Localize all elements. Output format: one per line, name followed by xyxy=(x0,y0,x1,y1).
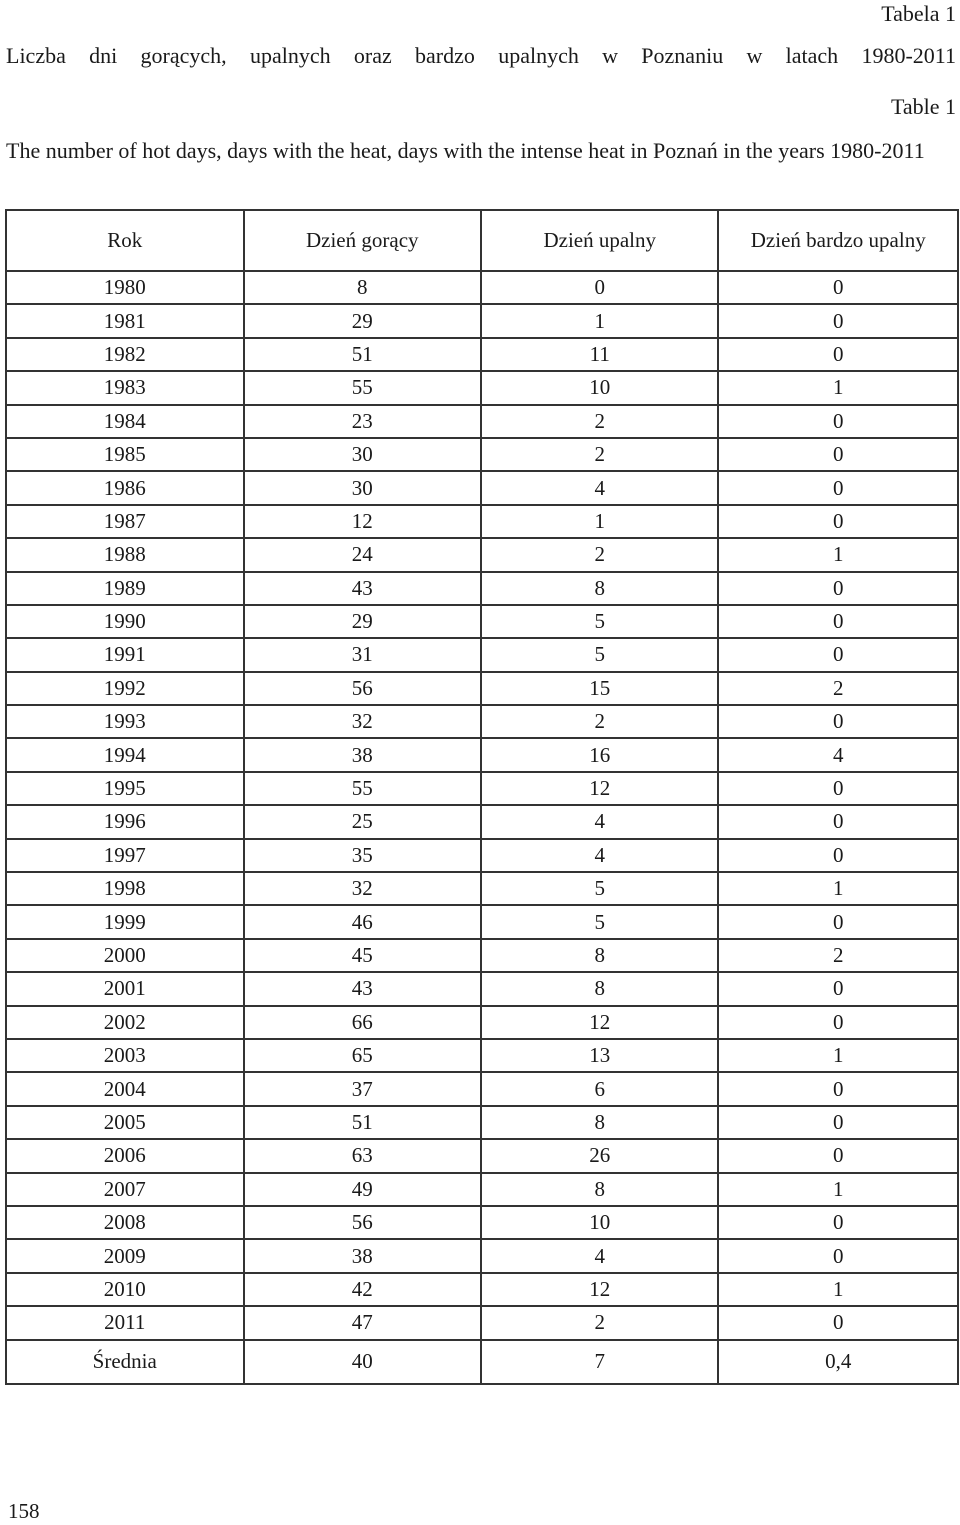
year-cell: 1981 xyxy=(6,304,244,337)
year-cell: 2010 xyxy=(6,1273,244,1306)
hot-days-cell: 55 xyxy=(244,371,481,404)
heat-days-cell: 5 xyxy=(481,872,718,905)
intense-heat-days-cell: 1 xyxy=(718,1273,958,1306)
year-cell: 1980 xyxy=(6,271,244,304)
hot-days-cell: 63 xyxy=(244,1139,481,1172)
intense-heat-days-cell: 0 xyxy=(718,505,958,538)
year-cell: 2001 xyxy=(6,972,244,1005)
intense-heat-days-cell: 0 xyxy=(718,438,958,471)
year-cell: 1983 xyxy=(6,371,244,404)
table-row xyxy=(6,371,958,404)
table-title-polish: Liczba dni gorących, upalnych oraz bardzo upalnych w Poznaniu w latach 1980-2011 xyxy=(6,43,956,68)
table-row xyxy=(6,705,958,738)
intense-heat-days-cell: 0 xyxy=(718,972,958,1005)
average-intense-heat-days: 0,4 xyxy=(718,1340,958,1384)
intense-heat-days-cell: 2 xyxy=(718,672,958,705)
year-cell: 1989 xyxy=(6,572,244,605)
intense-heat-days-cell: 0 xyxy=(718,304,958,337)
column-header-intense-heat-day: Dzień bardzo upalny xyxy=(718,210,958,271)
table-row xyxy=(6,338,958,371)
intense-heat-days-cell: 0 xyxy=(718,271,958,304)
heat-days-cell: 8 xyxy=(481,939,718,972)
year-cell: 1985 xyxy=(6,438,244,471)
heat-days-cell: 8 xyxy=(481,1173,718,1206)
hot-days-cell: 56 xyxy=(244,1206,481,1239)
table-row xyxy=(6,505,958,538)
table-title-english: The number of hot days, days with the heat, days with the intense heat in Poznań in the years 1980-2011 xyxy=(6,138,925,163)
table-row xyxy=(6,1039,958,1072)
intense-heat-days-cell: 0 xyxy=(718,839,958,872)
year-cell: 2002 xyxy=(6,1006,244,1039)
table-row xyxy=(6,1173,958,1206)
year-cell: 1988 xyxy=(6,538,244,571)
table-row xyxy=(6,972,958,1005)
heat-days-cell: 8 xyxy=(481,572,718,605)
hot-days-cell: 51 xyxy=(244,338,481,371)
intense-heat-days-cell: 0 xyxy=(718,1239,958,1272)
heat-days-cell: 6 xyxy=(481,1072,718,1105)
hot-days-cell: 32 xyxy=(244,705,481,738)
heat-days-cell: 16 xyxy=(481,738,718,771)
hot-days-cell: 23 xyxy=(244,405,481,438)
column-header-hot-day: Dzień gorący xyxy=(244,210,481,271)
heat-days-cell: 12 xyxy=(481,1273,718,1306)
table-row xyxy=(6,1306,958,1339)
hot-days-cell: 35 xyxy=(244,839,481,872)
year-cell: 1992 xyxy=(6,672,244,705)
table-row xyxy=(6,638,958,671)
heat-days-cell: 1 xyxy=(481,505,718,538)
table-row xyxy=(6,1206,958,1239)
year-cell: 1987 xyxy=(6,505,244,538)
hot-days-cell: 38 xyxy=(244,1239,481,1272)
table-row xyxy=(6,605,958,638)
heat-days-cell: 10 xyxy=(481,371,718,404)
hot-days-cell: 55 xyxy=(244,772,481,805)
intense-heat-days-cell: 0 xyxy=(718,471,958,504)
intense-heat-days-cell: 0 xyxy=(718,805,958,838)
intense-heat-days-cell: 0 xyxy=(718,605,958,638)
year-cell: 2007 xyxy=(6,1173,244,1206)
intense-heat-days-cell: 0 xyxy=(718,405,958,438)
intense-heat-days-cell: 0 xyxy=(718,1106,958,1139)
heat-days-cell: 12 xyxy=(481,772,718,805)
table-row xyxy=(6,471,958,504)
year-cell: 2005 xyxy=(6,1106,244,1139)
intense-heat-days-cell: 0 xyxy=(718,338,958,371)
year-cell: 1984 xyxy=(6,405,244,438)
average-hot-days: 40 xyxy=(244,1340,481,1384)
year-cell: 2008 xyxy=(6,1206,244,1239)
intense-heat-days-cell: 4 xyxy=(718,738,958,771)
hot-days-cell: 29 xyxy=(244,304,481,337)
heat-days-cell: 11 xyxy=(481,338,718,371)
average-row xyxy=(6,1340,958,1384)
intense-heat-days-cell: 0 xyxy=(718,1072,958,1105)
year-cell: 1991 xyxy=(6,638,244,671)
table-label-english: Table 1 xyxy=(890,94,956,119)
hot-days-cell: 43 xyxy=(244,972,481,1005)
heat-days-cell: 2 xyxy=(481,438,718,471)
year-cell: 1997 xyxy=(6,839,244,872)
heat-days-cell: 4 xyxy=(481,1239,718,1272)
year-cell: 1995 xyxy=(6,772,244,805)
hot-days-cell: 38 xyxy=(244,738,481,771)
heat-days-cell: 2 xyxy=(481,405,718,438)
table-row xyxy=(6,438,958,471)
intense-heat-days-cell: 0 xyxy=(718,638,958,671)
heat-days-cell: 4 xyxy=(481,839,718,872)
year-cell: 1982 xyxy=(6,338,244,371)
heat-days-cell: 8 xyxy=(481,972,718,1005)
table-row xyxy=(6,805,958,838)
intense-heat-days-cell: 0 xyxy=(718,1139,958,1172)
table-row xyxy=(6,1239,958,1272)
heat-days-table xyxy=(5,209,959,1385)
table-row xyxy=(6,405,958,438)
intense-heat-days-cell: 1 xyxy=(718,1173,958,1206)
intense-heat-days-cell: 0 xyxy=(718,1006,958,1039)
heat-days-cell: 26 xyxy=(481,1139,718,1172)
year-cell: 1994 xyxy=(6,738,244,771)
hot-days-cell: 46 xyxy=(244,905,481,938)
intense-heat-days-cell: 0 xyxy=(718,1306,958,1339)
table-row xyxy=(6,538,958,571)
table-header-row xyxy=(6,210,958,271)
heat-days-cell: 13 xyxy=(481,1039,718,1072)
heat-days-cell: 5 xyxy=(481,605,718,638)
year-cell: 2006 xyxy=(6,1139,244,1172)
hot-days-cell: 30 xyxy=(244,438,481,471)
table-row xyxy=(6,872,958,905)
table-body xyxy=(6,271,958,1340)
year-cell: 1990 xyxy=(6,605,244,638)
intense-heat-days-cell: 0 xyxy=(718,1206,958,1239)
year-cell: 1996 xyxy=(6,805,244,838)
hot-days-cell: 43 xyxy=(244,572,481,605)
heat-days-cell: 5 xyxy=(481,638,718,671)
hot-days-cell: 24 xyxy=(244,538,481,571)
table-row xyxy=(6,1273,958,1306)
table-row xyxy=(6,939,958,972)
hot-days-cell: 32 xyxy=(244,872,481,905)
intense-heat-days-cell: 2 xyxy=(718,939,958,972)
intense-heat-days-cell: 1 xyxy=(718,538,958,571)
hot-days-cell: 49 xyxy=(244,1173,481,1206)
table-row xyxy=(6,1139,958,1172)
average-heat-days: 7 xyxy=(481,1340,718,1384)
year-cell: 2003 xyxy=(6,1039,244,1072)
column-header-heat-day: Dzień upalny xyxy=(481,210,718,271)
page-number: 158 xyxy=(8,1499,40,1523)
hot-days-cell: 12 xyxy=(244,505,481,538)
heat-days-cell: 0 xyxy=(481,271,718,304)
heat-days-cell: 2 xyxy=(481,705,718,738)
table-row xyxy=(6,672,958,705)
column-header-year: Rok xyxy=(6,210,244,271)
heat-days-cell: 12 xyxy=(481,1006,718,1039)
intense-heat-days-cell: 0 xyxy=(718,772,958,805)
year-cell: 2004 xyxy=(6,1072,244,1105)
table-row xyxy=(6,1006,958,1039)
year-cell: 2009 xyxy=(6,1239,244,1272)
heat-days-cell: 2 xyxy=(481,538,718,571)
hot-days-cell: 31 xyxy=(244,638,481,671)
year-cell: 1986 xyxy=(6,471,244,504)
table-row xyxy=(6,304,958,337)
table-row xyxy=(6,572,958,605)
hot-days-cell: 42 xyxy=(244,1273,481,1306)
hot-days-cell: 51 xyxy=(244,1106,481,1139)
heat-days-cell: 10 xyxy=(481,1206,718,1239)
hot-days-cell: 29 xyxy=(244,605,481,638)
average-label: Średnia xyxy=(6,1340,244,1384)
hot-days-cell: 25 xyxy=(244,805,481,838)
table-row xyxy=(6,1106,958,1139)
heat-days-cell: 15 xyxy=(481,672,718,705)
hot-days-cell: 47 xyxy=(244,1306,481,1339)
table-row xyxy=(6,905,958,938)
intense-heat-days-cell: 0 xyxy=(718,572,958,605)
year-cell: 1999 xyxy=(6,905,244,938)
hot-days-cell: 8 xyxy=(244,271,481,304)
heat-days-cell: 1 xyxy=(481,304,718,337)
intense-heat-days-cell: 0 xyxy=(718,705,958,738)
year-cell: 2011 xyxy=(6,1306,244,1339)
heat-days-cell: 8 xyxy=(481,1106,718,1139)
hot-days-cell: 37 xyxy=(244,1072,481,1105)
intense-heat-days-cell: 0 xyxy=(718,905,958,938)
heat-days-cell: 2 xyxy=(481,1306,718,1339)
table-row xyxy=(6,1072,958,1105)
heat-days-cell: 4 xyxy=(481,471,718,504)
year-cell: 1993 xyxy=(6,705,244,738)
heat-days-cell: 4 xyxy=(481,805,718,838)
hot-days-cell: 65 xyxy=(244,1039,481,1072)
intense-heat-days-cell: 1 xyxy=(718,371,958,404)
table-row xyxy=(6,772,958,805)
year-cell: 1998 xyxy=(6,872,244,905)
hot-days-cell: 56 xyxy=(244,672,481,705)
hot-days-cell: 45 xyxy=(244,939,481,972)
table-row xyxy=(6,738,958,771)
hot-days-cell: 30 xyxy=(244,471,481,504)
table-row xyxy=(6,839,958,872)
heat-days-cell: 5 xyxy=(481,905,718,938)
table-row xyxy=(6,271,958,304)
year-cell: 2000 xyxy=(6,939,244,972)
table-label-polish: Tabela 1 xyxy=(881,1,956,26)
hot-days-cell: 66 xyxy=(244,1006,481,1039)
intense-heat-days-cell: 1 xyxy=(718,1039,958,1072)
intense-heat-days-cell: 1 xyxy=(718,872,958,905)
